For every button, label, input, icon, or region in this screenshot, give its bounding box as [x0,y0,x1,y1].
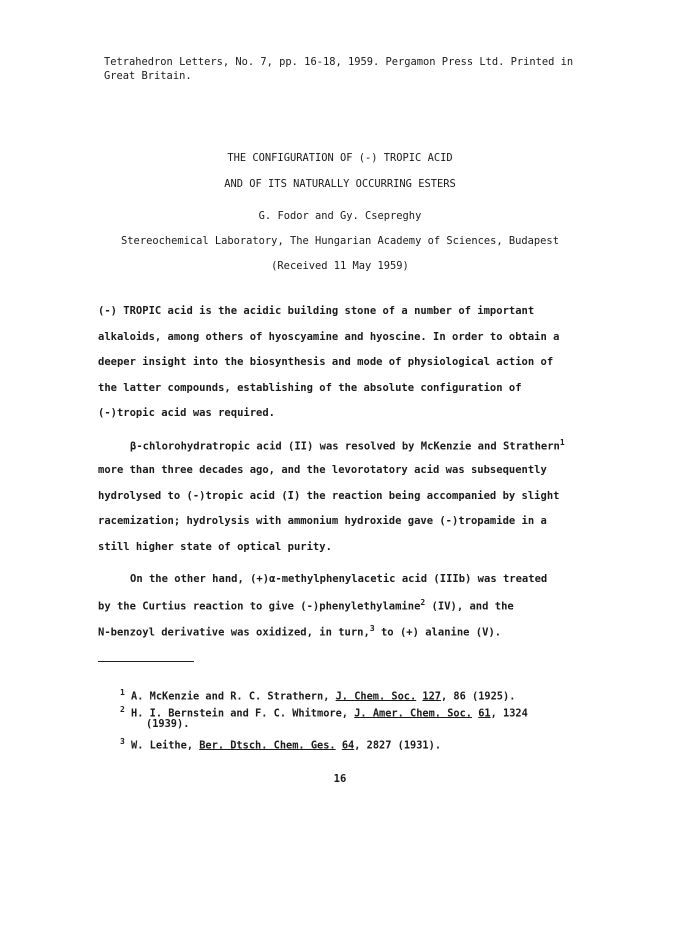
paragraph-1-line-3: deeper insight into the biosynthesis and mode of physiological action of [98,356,554,368]
journal-header [104,56,573,83]
paragraph-3-line-2 [98,598,514,613]
footnote-2-line-2: (1939). [146,718,190,730]
paragraph-2-line-1-text: β-chlorohydratropic acid (II) was resolved by McKenzie and Strathern [130,440,560,453]
paragraph-3-line-2-b: (IV), and the [425,600,514,613]
paragraph-3-line-1: On the other hand, (+)α-methylphenylacetic acid (IIIb) was treated [130,573,548,585]
paragraph-1-line-2: alkaloids, among others of hyoscyamine and hyoscine. In order to obtain a [98,331,560,343]
paragraph-2-line-4: racemization; hydrolysis with ammonium hydroxide gave (-)tropamide in a [98,515,547,527]
footnote-1-mark: 1 [120,688,125,697]
footnote-2-volume: 61 [478,707,491,720]
footnote-1-authors: A. McKenzie and R. C. Strathern, [131,690,336,703]
paragraph-2-line-5: still higher state of optical purity. [98,541,332,553]
title-line-2: AND OF ITS NATURALLY OCCURRING ESTERS [224,178,456,190]
footnote-separator [98,661,194,662]
footnote-ref-2: 2 [420,598,426,607]
footnote-2-mark: 2 [120,705,125,714]
paragraph-1-line-4: the latter compounds, establishing of the absolute configuration of [98,382,522,394]
page-number: 16 [333,773,347,785]
paragraph-3-line-3-a: N-benzoyl derivative was oxidized, in turn, [98,626,370,639]
footnote-3 [120,737,441,751]
journal-header-line-1: Tetrahedron Letters, No. 7, pp. 16-18, 1959. Pergamon Press Ltd. Printed in [104,56,574,68]
paragraph-2-line-1 [130,438,565,453]
footnote-3-pages: , 2827 (1931). [354,739,442,752]
footnote-2-pages: , 1324 [490,707,528,720]
footnote-1 [120,688,515,702]
received-date: (Received 11 May 1959) [271,260,409,272]
paragraph-3-line-3-b: to (+) alanine (V). [374,626,502,639]
affiliation: Stereochemical Laboratory, The Hungarian Academy of Sciences, Budapest [121,235,559,247]
footnote-3-mark: 3 [120,737,125,746]
title-line-1: THE CONFIGURATION OF (-) TROPIC ACID [227,152,453,164]
paragraph-3-line-3 [98,624,501,639]
paragraph-3-line-2-a: by the Curtius reaction to give (-)phenylethylamine [98,600,421,613]
paragraph-1-line-1: (-) TROPIC acid is the acidic building stone of a number of important [98,305,535,317]
footnote-1-journal: J. Chem. Soc. [335,690,417,703]
footnote-2-authors: H. I. Bernstein and F. C. Whitmore, [131,707,355,720]
footnote-1-volume: 127 [422,690,442,703]
paragraph-2-line-3: hydrolysed to (-)tropic acid (I) the reaction being accompanied by slight [98,490,560,502]
journal-header-line-2: Great Britain. [104,69,192,82]
paragraph-1-line-5: (-)tropic acid was required. [98,407,276,419]
footnote-3-journal: Ber. Dtsch. Chem. Ges. [199,739,336,752]
footnote-ref-1: 1 [559,438,565,447]
paragraph-2-line-2: more than three decades ago, and the levorotatory acid was subsequently [98,464,547,476]
footnote-2-journal: J. Amer. Chem. Soc. [354,707,473,720]
footnote-ref-3: 3 [369,624,375,633]
authors: G. Fodor and Gy. Csepreghy [258,210,422,222]
footnote-3-volume: 64 [341,739,355,752]
footnote-1-pages: , 86 (1925). [441,690,516,703]
footnote-3-authors: W. Leithe, [131,739,200,752]
